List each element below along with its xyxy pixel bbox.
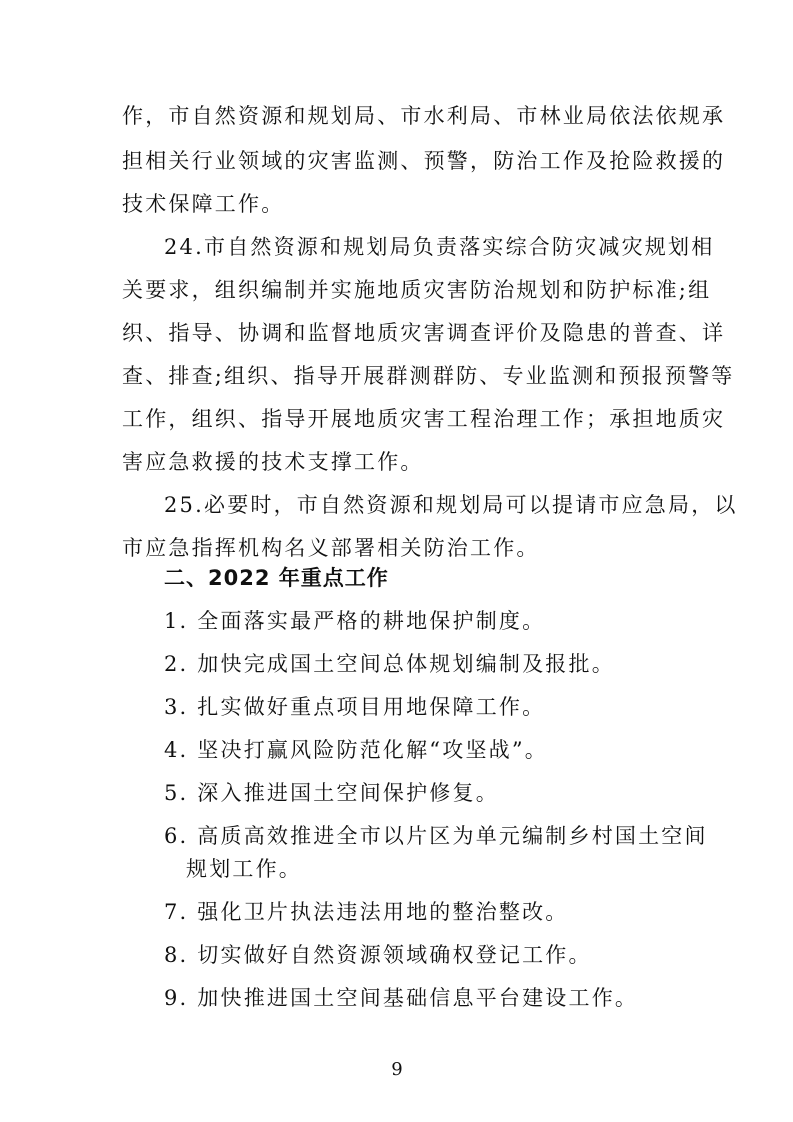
list-item: 9. 加快推进国土空间基础信息平台建设工作。 — [164, 986, 639, 1010]
paragraph-line: 工作，组织、指导开展地质灾害工程治理工作；承担地质灾 — [122, 407, 726, 431]
paragraph-line: 市应急指挥机构名义部署相关防治工作。 — [122, 536, 540, 560]
list-item: 5. 深入推进国土空间保护修复。 — [164, 781, 499, 805]
paragraph-line: 关要求，组织编制并实施地质灾害防治规划和防护标准;组 — [122, 278, 712, 302]
list-item: 4. 坚决打赢风险防范化解“攻坚战”。 — [164, 738, 548, 762]
list-item: 7. 强化卫片执法违法用地的整治整改。 — [164, 900, 569, 924]
list-item: 2. 加快完成国土空间总体规划编制及报批。 — [164, 652, 615, 676]
paragraph-line: 技术保障工作。 — [122, 192, 285, 216]
list-item: 8. 切实做好自然资源领域确权登记工作。 — [164, 943, 592, 967]
section-heading: 二、2022 年重点工作 — [164, 566, 389, 590]
list-item: 6. 高质高效推进全市以片区为单元编制乡村国土空间 — [164, 824, 708, 848]
paragraph-line: 作，市自然资源和规划局、市水利局、市林业局依法依规承 — [122, 104, 726, 128]
list-item: 3. 扎实做好重点项目用地保障工作。 — [164, 695, 546, 719]
paragraph-line: 担相关行业领域的灾害监测、预警，防治工作及抢险救援的 — [122, 149, 726, 173]
paragraph-line: 25.必要时，市自然资源和规划局可以提请市应急局，以 — [164, 493, 738, 517]
page-number: 9 — [391, 1059, 403, 1080]
paragraph-line: 害应急救援的技术支撑工作。 — [122, 450, 424, 474]
list-item-continuation: 规划工作。 — [186, 857, 302, 881]
list-item: 1. 全面落实最严格的耕地保护制度。 — [164, 609, 546, 633]
paragraph-line: 织、指导、协调和监督地质灾害调查评价及隐患的普查、详 — [122, 321, 726, 345]
paragraph-line: 24.市自然资源和规划局负责落实综合防灾减灾规划相 — [164, 235, 715, 259]
paragraph-line: 查、排查;组织、指导开展群测群防、专业监测和预报预警等 — [122, 364, 735, 388]
